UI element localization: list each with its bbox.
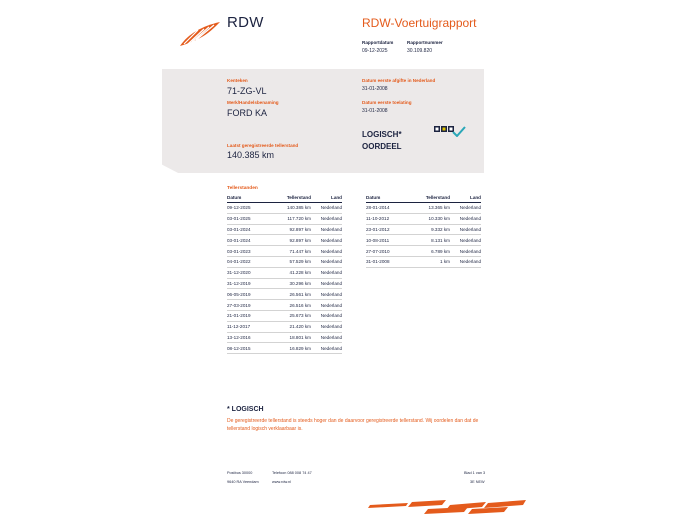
cell-odometer: 26.516 km: [289, 302, 311, 308]
cell-odometer: 8.131 km: [431, 237, 450, 243]
cell-date: 06-05-2019: [227, 291, 251, 297]
cell-odometer: 13.365 km: [428, 205, 450, 211]
table-row: [227, 333, 342, 344]
table-row: [227, 235, 342, 246]
cell-odometer: 10.330 km: [428, 216, 450, 222]
table-row: [227, 203, 342, 214]
first-registration-nl-value: 31-01-2008: [362, 86, 388, 92]
cell-country: Nederland: [320, 291, 342, 297]
cell-country: Nederland: [320, 270, 342, 276]
table-row: [227, 225, 342, 236]
cell-odometer: 1 km: [440, 259, 450, 265]
table-row: [227, 300, 342, 311]
footer-code: 3E NEW: [470, 480, 485, 484]
cell-country: Nederland: [320, 345, 342, 351]
verdict-line1: LOGISCH*: [362, 130, 402, 139]
cell-date: 09-12-2025: [227, 205, 251, 211]
vehicle-summary-panel: [162, 69, 484, 173]
footer-address-line1: Postbus 30000: [227, 471, 253, 475]
table-row: [366, 214, 481, 225]
footer-phone: Telefoon 088 008 74 47: [272, 471, 312, 475]
column-country: Land: [331, 195, 342, 200]
cell-country: Nederland: [459, 237, 481, 243]
cell-odometer: 18.801 km: [289, 334, 311, 340]
table-row: [227, 257, 342, 268]
cell-country: Nederland: [320, 324, 342, 330]
cell-date: 31-01-2008: [366, 259, 390, 265]
cell-country: Nederland: [459, 216, 481, 222]
report-date: 09-12-2025: [362, 48, 388, 54]
cell-date: 03-01-2024: [227, 226, 251, 232]
cell-odometer: 16.829 km: [289, 345, 311, 351]
table-row: [227, 322, 342, 333]
table-row: [227, 311, 342, 322]
cell-odometer: 117.720 km: [287, 216, 311, 222]
cell-odometer: 25.673 km: [289, 313, 311, 319]
cell-country: Nederland: [320, 334, 342, 340]
cell-date: 27-07-2010: [366, 248, 390, 254]
cell-country: Nederland: [320, 237, 342, 243]
cell-odometer: 57.529 km: [289, 259, 311, 265]
cell-country: Nederland: [320, 226, 342, 232]
table-row: [227, 343, 342, 354]
brand-name: RDW: [227, 14, 264, 31]
report-title: RDW-Voertuigrapport: [362, 16, 477, 30]
odometer-value: 140.385 km: [227, 150, 275, 160]
table-row: [366, 203, 481, 214]
cell-date: 04-01-2022: [227, 259, 251, 265]
plate-label: Kenteken: [227, 78, 248, 83]
cell-odometer: 41.228 km: [289, 270, 311, 276]
odometer-table-right: [366, 195, 481, 268]
report-date-block: [362, 40, 393, 54]
table-row: [227, 268, 342, 279]
column-country: Land: [470, 195, 481, 200]
cell-date: 10-08-2011: [366, 237, 390, 243]
table-row: [227, 279, 342, 290]
plate-value: 71-ZG-VL: [227, 86, 267, 96]
footer-address-line2: 9640 RA Veendam: [227, 480, 259, 484]
first-admission-value: 31-01-2008: [362, 108, 388, 114]
table-row: [366, 225, 481, 236]
report-number: 30.109.820: [407, 48, 433, 54]
footnote-title: * LOGISCH: [227, 406, 264, 413]
cell-country: Nederland: [320, 259, 342, 265]
decorative-stripes-icon: [368, 499, 528, 514]
cell-country: Nederland: [459, 259, 481, 265]
odometer-table-left: [227, 195, 342, 354]
cell-odometer: 6.789 km: [431, 248, 450, 254]
footer-page-number: Blad 1 van 3: [464, 471, 486, 475]
table-row: [366, 257, 481, 268]
odometer-label: Laatst geregistreerde tellerstand: [227, 143, 299, 148]
cell-odometer: 9.332 km: [431, 226, 450, 232]
cell-odometer: 21.420 km: [289, 324, 311, 330]
column-odometer: Tellerstand: [286, 195, 311, 200]
cell-odometer: 92.897 km: [289, 237, 311, 243]
cell-country: Nederland: [320, 248, 342, 254]
table-row: [227, 214, 342, 225]
cell-date: 27-03-2019: [227, 302, 251, 308]
cell-date: 28-01-2014: [366, 205, 390, 211]
cell-country: Nederland: [320, 302, 342, 308]
verdict-line2: OORDEEL: [362, 142, 402, 151]
verdict: [362, 129, 402, 153]
table-row: [366, 246, 481, 257]
cell-odometer: 92.897 km: [289, 226, 311, 232]
column-date: Datum: [227, 195, 242, 200]
nap-check-logo-icon: [434, 126, 466, 137]
cell-odometer: 71.447 km: [289, 248, 311, 254]
make-value: FORD KA: [227, 108, 268, 118]
cell-country: Nederland: [459, 205, 481, 211]
cell-date: 08-12-2015: [227, 345, 251, 351]
report-number-label: Rapportnummer: [407, 40, 443, 45]
table-header: [366, 195, 481, 203]
cell-country: Nederland: [320, 205, 342, 211]
cell-country: Nederland: [459, 226, 481, 232]
footer-website[interactable]: www.rdw.nl: [272, 480, 291, 484]
report-number-block: [407, 40, 443, 54]
cell-date: 03-01-2023: [227, 248, 251, 254]
footnote-text: De geregistreerde tellerstand is steeds hoger dan de daarvoor geregistreerde tellerstand. Wij oordelen dan dat de tellerstand logisch verklaarbaar is.: [227, 418, 479, 432]
cell-country: Nederland: [459, 248, 481, 254]
column-odometer: Tellerstand: [425, 195, 450, 200]
report-date-label: Rapportdatum: [362, 40, 394, 45]
first-admission-label: Datum eerste toelating: [362, 100, 412, 105]
make-label: Merk/Handelsbenaming: [227, 100, 279, 105]
cell-date: 13-12-2016: [227, 334, 251, 340]
cell-odometer: 30.296 km: [289, 280, 311, 286]
cell-country: Nederland: [320, 280, 342, 286]
table-row: [227, 289, 342, 300]
cell-odometer: 140.385 km: [286, 205, 311, 211]
cell-date: 11-10-2012: [366, 216, 390, 222]
first-registration-nl-label: Datum eerste afgifte in Nederland: [362, 78, 436, 83]
cell-date: 31-12-2019: [227, 280, 251, 286]
odometer-table-title: Tellerstanden: [227, 186, 258, 191]
table-row: [366, 235, 481, 246]
cell-date: 21-01-2019: [227, 313, 251, 319]
rdw-feather-logo-icon: [178, 20, 222, 48]
cell-date: 11-12-2017: [227, 324, 251, 330]
cell-date: 03-01-2024: [227, 237, 251, 243]
cell-country: Nederland: [320, 313, 342, 319]
column-date: Datum: [366, 195, 381, 200]
table-header: [227, 195, 342, 203]
table-row: [227, 246, 342, 257]
cell-date: 31-12-2020: [227, 270, 251, 276]
cell-odometer: 26.561 km: [289, 291, 311, 297]
cell-date: 03-01-2025: [227, 216, 251, 222]
cell-country: Nederland: [320, 216, 342, 222]
cell-date: 23-01-2012: [366, 226, 390, 232]
